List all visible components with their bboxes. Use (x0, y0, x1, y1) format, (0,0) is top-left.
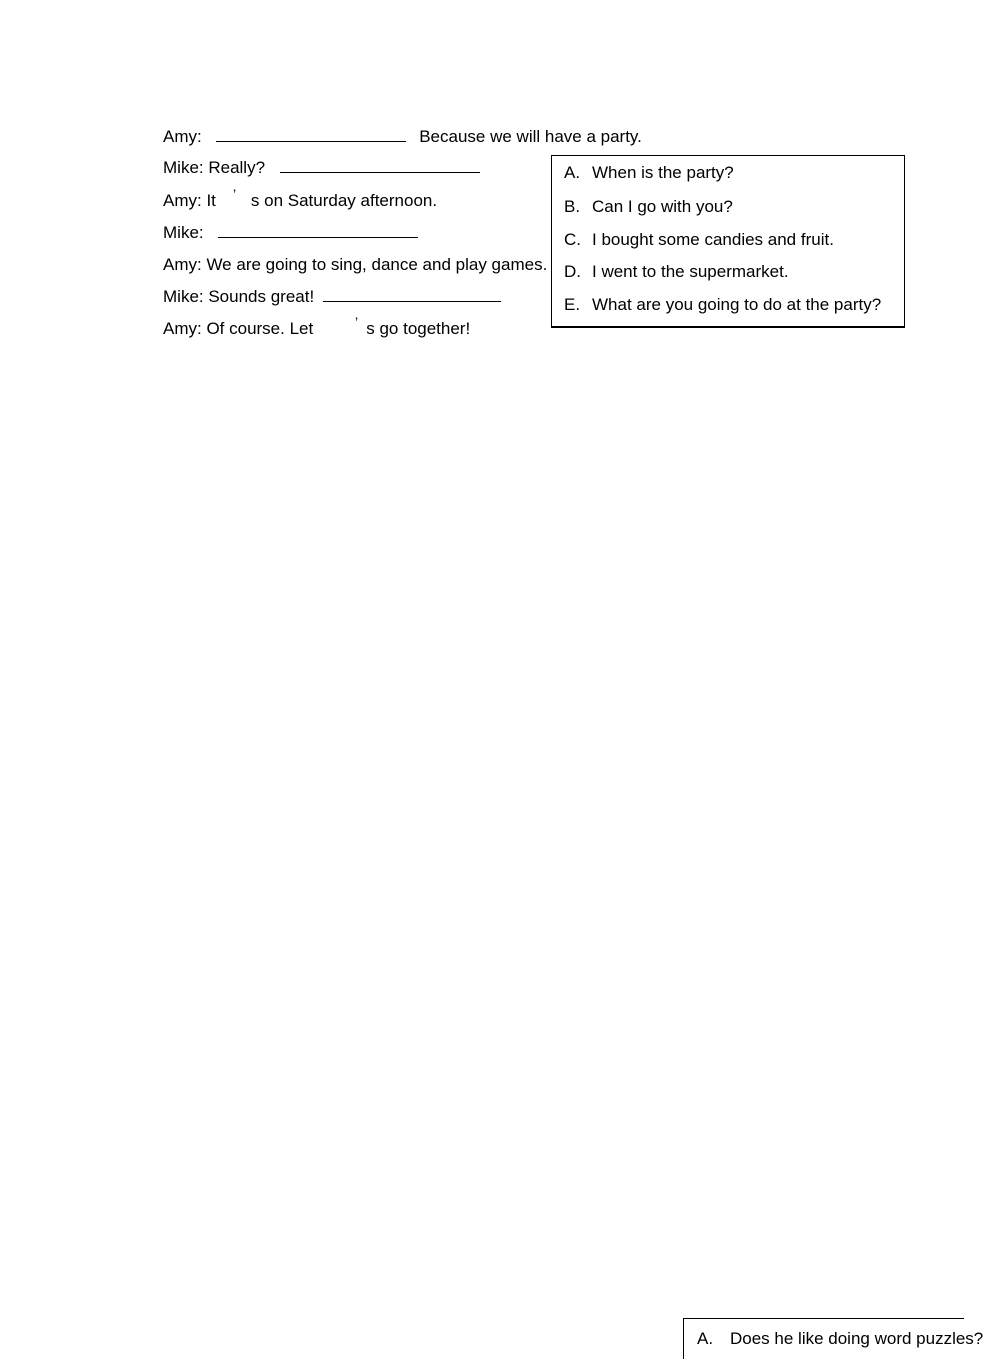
option-b[interactable] (564, 197, 733, 217)
dialogue-line-3 (163, 191, 437, 211)
option-text: What are you going to do at the party? (592, 295, 882, 314)
line-text: Amy: We are going to sing, dance and play games. (163, 255, 548, 274)
option-text: Can I go with you? (592, 197, 733, 216)
dialogue-line-2 (163, 158, 480, 178)
option-letter: E. (564, 295, 581, 314)
option-letter: D. (564, 262, 581, 281)
option-text: Does he like doing word puzzles? (730, 1329, 983, 1348)
option-text: When is the party? (592, 163, 734, 182)
line-text-end: s go together! (366, 319, 471, 338)
option-letter: C. (564, 230, 581, 249)
options-box (551, 155, 905, 328)
option-letter: B. (564, 197, 581, 216)
dialogue-line-1 (163, 127, 642, 147)
next-option-a[interactable] (697, 1329, 983, 1349)
apostrophe-mark: ’ (355, 314, 359, 330)
option-a[interactable] (564, 163, 734, 183)
option-e[interactable] (564, 295, 881, 315)
line-text-end: s on Saturday afternoon. (250, 191, 438, 210)
line-text: Because we will have a party. (419, 127, 642, 146)
next-options-box (683, 1318, 983, 1359)
option-d[interactable] (564, 262, 789, 282)
line-text-start: Amy: It (163, 191, 216, 210)
option-letter: A. (564, 163, 581, 182)
dialogue-line-6 (163, 287, 501, 307)
answer-blank-3[interactable] (218, 223, 418, 238)
speaker-amy: Amy: (163, 127, 202, 146)
apostrophe-mark: ’ (233, 186, 237, 202)
option-text: I went to the supermarket. (592, 262, 789, 281)
speaker-mike: Mike: Sounds great! (163, 287, 315, 306)
answer-blank-4[interactable] (323, 287, 501, 302)
line-text-start: Amy: Of course. Let (163, 319, 314, 338)
option-c[interactable] (564, 230, 834, 250)
speaker-mike: Mike: Really? (163, 158, 266, 177)
dialogue-line-4 (163, 223, 418, 243)
dialogue-line-7 (163, 319, 470, 339)
option-text: I bought some candies and fruit. (592, 230, 834, 249)
answer-blank-1[interactable] (216, 127, 406, 142)
dialogue-line-5 (163, 255, 547, 275)
speaker-mike: Mike: (163, 223, 204, 242)
option-letter: A. (697, 1329, 714, 1348)
answer-blank-2[interactable] (280, 158, 480, 173)
